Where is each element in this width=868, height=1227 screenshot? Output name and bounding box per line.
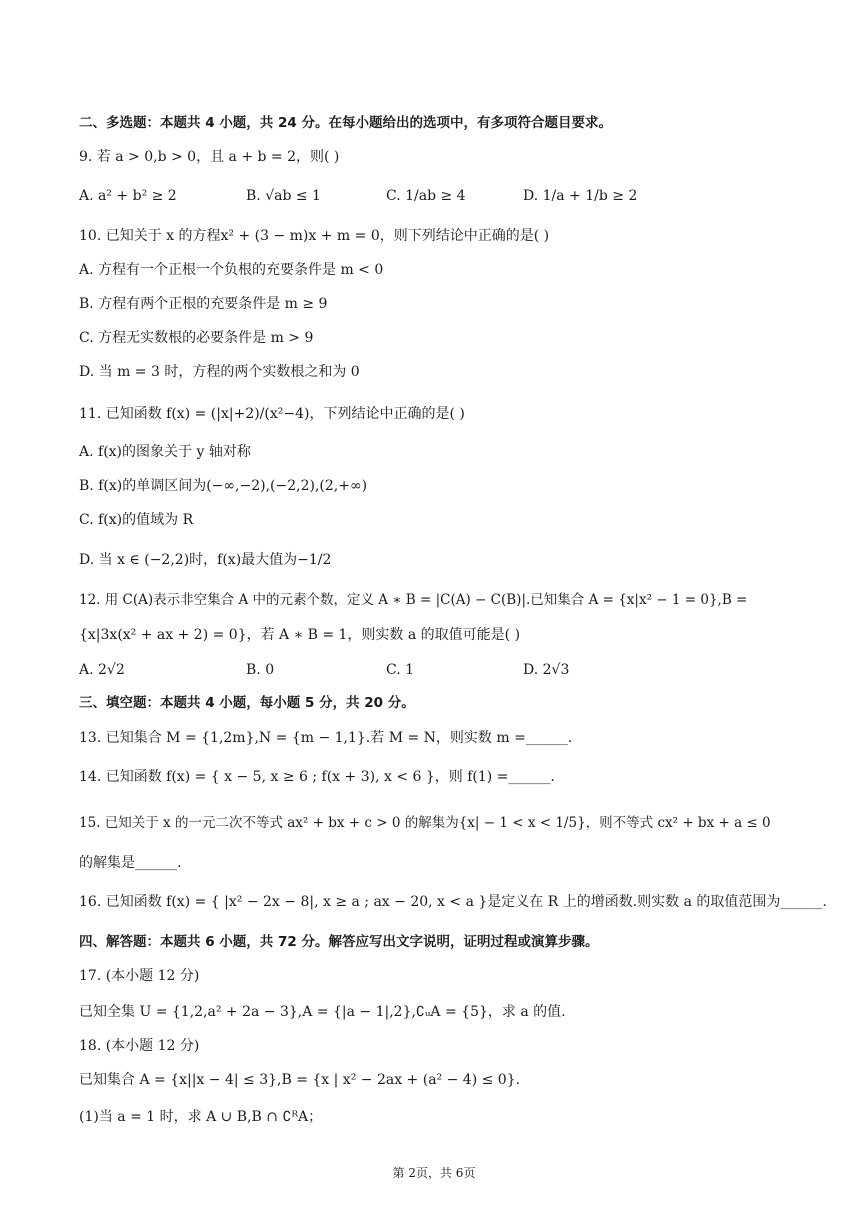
- question-18-heading: 18. (本小题 12 分): [79, 1038, 200, 1054]
- q12-option-b: B. 0: [246, 662, 275, 678]
- q12-option-d: D. 2√3: [523, 662, 570, 678]
- question-17: 已知全集 U = {1,2,a² + 2a − 3},A = {|a − 1|,2},∁ᵤA = {5}，求 a 的值.: [79, 1004, 566, 1020]
- section-heading-problems: 四、解答题：本题共 6 小题，共 72 分。解答应写出文字说明，证明过程或演算步骤。: [79, 934, 599, 950]
- question-13: 13. 已知集合 M = {1,2m},N = {m − 1,1}.若 M = N，则实数 m =______.: [79, 730, 573, 746]
- question-14: 14. 已知函数 f(x) = { x − 5, x ≥ 6 ; f(x + 3), x < 6 }，则 f(1) =______.: [79, 769, 555, 785]
- question-12-line-2: {x|3x(x² + ax + 2) = 0}，若 A ∗ B = 1，则实数 a 的取值可能是( ): [79, 627, 521, 643]
- q9-option-c: C. 1/ab ≥ 4: [386, 188, 466, 204]
- question-12-line-1: 12. 用 C(A)表示非空集合 A 中的元素个数，定义 A ∗ B = |C(A) − C(B)|.已知集合 A = {x|x² − 1 = 0},B =: [79, 592, 748, 608]
- q12-option-c: C. 1: [386, 662, 415, 678]
- q12-option-a: A. 2√2: [79, 662, 125, 678]
- question-18-part-1: (1)当 a = 1 时，求 A ∪ B,B ∩ ∁ᴿA；: [79, 1109, 323, 1125]
- q11-option-d: D. 当 x ∈ (−2,2)时，f(x)最大值为−1/2: [79, 552, 332, 568]
- q10-option-b: B. 方程有两个正根的充要条件是 m ≥ 9: [79, 296, 328, 312]
- section-heading-multiple-choice: 二、多选题：本题共 4 小题，共 24 分。在每小题给出的选项中，有多项符合题目要求。: [79, 115, 612, 131]
- q9-option-b: B. √ab ≤ 1: [246, 188, 321, 204]
- q9-option-d: D. 1/a + 1/b ≥ 2: [523, 188, 638, 204]
- q9-option-a: A. a² + b² ≥ 2: [79, 188, 177, 204]
- question-10: 10. 已知关于 x 的方程x² + (3 − m)x + m = 0，则下列结论中正确的是( ): [79, 228, 550, 244]
- q10-option-c: C. 方程无实数根的必要条件是 m > 9: [79, 330, 314, 346]
- question-18: 已知集合 A = {x||x − 4| ≤ 3},B = {x | x² − 2ax + (a² − 4) ≤ 0}.: [79, 1072, 521, 1088]
- section-heading-fill-in: 三、填空题：本题共 4 小题，每小题 5 分，共 20 分。: [79, 695, 415, 711]
- q10-option-d: D. 当 m = 3 时，方程的两个实数根之和为 0: [79, 364, 360, 380]
- question-11: 11. 已知函数 f(x) = (|x|+2)/(x²−4)，下列结论中正确的是( ): [79, 406, 465, 422]
- q11-option-a: A. f(x)的图象关于 y 轴对称: [79, 444, 251, 460]
- question-15-line-2: 的解集是______.: [79, 855, 182, 871]
- question-15-line-1: 15. 已知关于 x 的一元二次不等式 ax² + bx + c > 0 的解集为{x| − 1 < x < 1/5}，则不等式 cx² + bx + a ≤ 0: [79, 815, 771, 831]
- question-16: 16. 已知函数 f(x) = { |x² − 2x − 8|, x ≥ a ; ax − 20, x < a }是定义在 R 上的增函数.则实数 a 的取值范围为______.: [79, 894, 827, 910]
- q10-option-a: A. 方程有一个正根一个负根的充要条件是 m < 0: [79, 262, 384, 278]
- q11-option-b: B. f(x)的单调区间为(−∞,−2),(−2,2),(2,+∞): [79, 478, 368, 494]
- page-footer: 第 2页，共 6页: [392, 1166, 476, 1180]
- question-9: 9. 若 a > 0,b > 0，且 a + b = 2，则( ): [79, 149, 340, 165]
- q11-option-c: C. f(x)的值域为 R: [79, 512, 194, 528]
- question-17-heading: 17. (本小题 12 分): [79, 968, 200, 984]
